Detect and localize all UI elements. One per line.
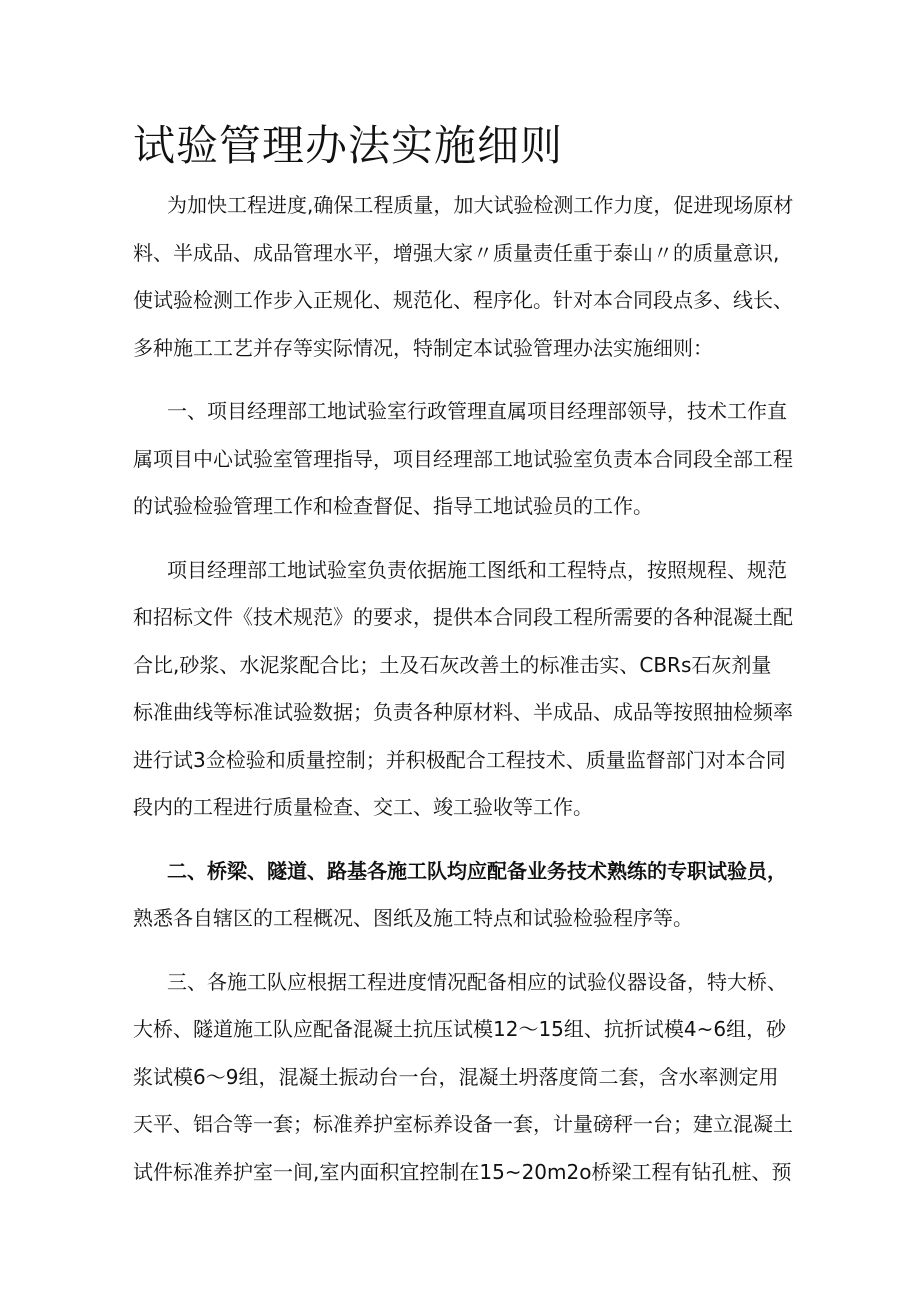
paragraph-line: 标准曲线等标准试验数据；负责各种原材料、半成品、成品等按照抽检频率 — [133, 700, 793, 724]
paragraph-line: 试件标准养护室一间,室内面积宜控制在15~20m2o桥梁工程有钻孔桩、预 — [133, 1159, 792, 1184]
paragraph-section-2 — [133, 848, 803, 943]
paragraph-line: 三、各施工队应根据工程进度情况配备相应的试验仪器设备，特大桥、 — [167, 969, 787, 994]
paragraph-line: 的试验检验管理工作和检查督促、指导工地试验员的工作。 — [133, 494, 653, 518]
paragraph-line: 属项目中心试验室管理指导，项目经理部工地试验室负责本合同段全部工程 — [133, 446, 793, 471]
paragraph-line: 浆试模6～9组，混凝土振动台一台，混凝土坍落度筒二套，含水率测定用 — [133, 1064, 779, 1089]
paragraph-line: 为加快工程进度,确保工程质量，加大试验检测工作力度，促进现场原材 — [167, 193, 794, 217]
paragraph-line: 进行试3佥检验和质量控制；并积极配合工程技术、质量监督部门对本合同 — [133, 747, 786, 772]
paragraph-lab-duties — [133, 547, 803, 832]
paragraph-section-3 — [133, 959, 803, 1197]
paragraph-line: 料、半成品、成品管理水平，增强大家〃质量责任重于泰山〃的质量意识, — [133, 240, 780, 265]
document-title: 试验管理办法实施细则 — [133, 121, 564, 170]
paragraph-intro — [133, 182, 803, 372]
paragraph-line: 项目经理部工地试验室负责依据施工图纸和工程特点，按照规程、规范 — [167, 557, 787, 582]
paragraph-section-1 — [133, 388, 803, 531]
paragraph-line: 大桥、隧道施工队应配备混凝土抗压试模12～15组、抗折试模4~6组，砂 — [133, 1017, 787, 1041]
paragraph-line: 熟悉各自辖区的工程概况、图纸及施工特点和试验检验程序等。 — [133, 906, 693, 930]
paragraph-line: 使试验检测工作步入正规化、规范化、程序化。针对本合同段点多、线长、 — [133, 288, 793, 312]
paragraph-line: 和招标文件《技术规范》的要求，提供本合同段工程所需要的各种混凝土配 — [133, 605, 793, 629]
paragraph-line: 一、项目经理部工地试验室行政管理直属项目经理部领导，技术工作直 — [167, 399, 787, 423]
document-body — [133, 182, 803, 1212]
paragraph-line: 段内的工程进行质量检查、交工、竣工验收等工作。 — [133, 795, 593, 819]
paragraph-line: 天平、铝合等一套；标准养护室标养设备一套，计量磅秤一台；建立混凝土 — [133, 1112, 793, 1136]
paragraph-line: 多种施工工艺并存等实际情况，特制定本试验管理办法实施细则： — [133, 335, 713, 360]
paragraph-line: 二、桥梁、隧道、路基各施工队均应配备业务技术熟练的专职试验员， — [167, 858, 787, 883]
paragraph-line: 合比,砂浆、水泥浆配合比；土及石灰改善土的标准击实、CBRs石灰剂量 — [133, 652, 772, 677]
